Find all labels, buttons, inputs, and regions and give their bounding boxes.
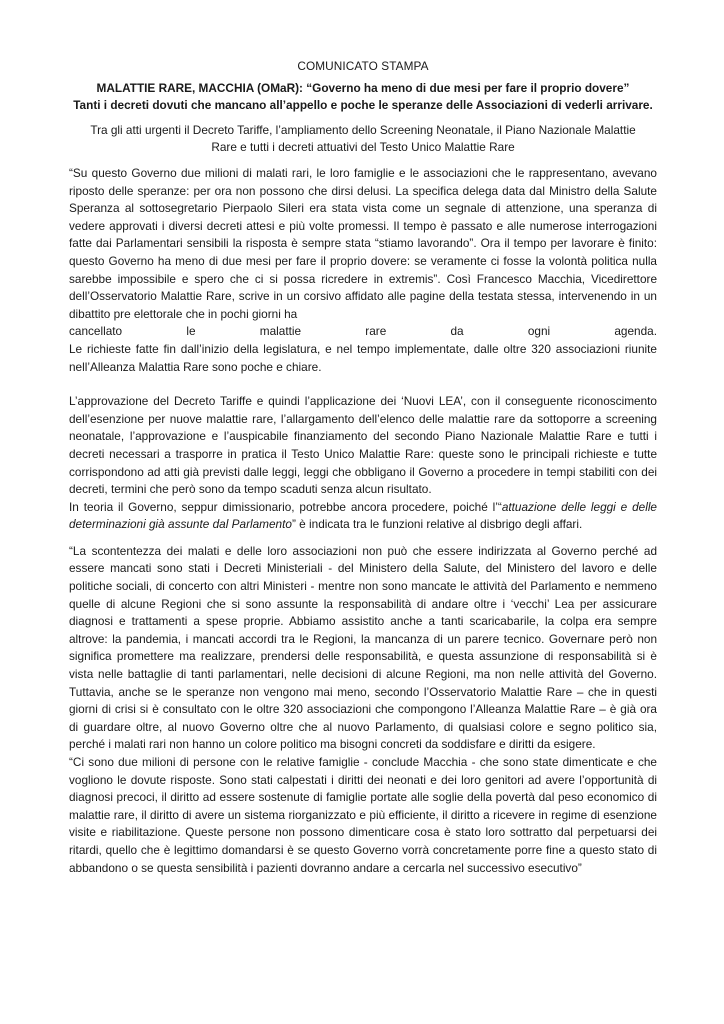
paragraph-spacer <box>69 534 657 543</box>
paragraph-spacer <box>69 376 657 393</box>
paragraph-2-text: L’approvazione del Decreto Tariffe e quindi l’applicazione dei ‘Nuovi LEA’, con il conseguente riconoscimento dell’esenzione per nuove malattie rare, l’allargamento dell’elenco delle malattie rare da sottoporre a screening neonatale, l’approvazione e l’auspicabile finanziamento del secondo Piano Nazionale Malattie Rare e tutti i decreti necessari a trasporre in pratica il Testo Unico Malattie Rare: queste sono le principali richieste e tutte corrispondono ad atti già previsti dalle leggi, leggi che obbligano il Governo a procedere in tempi stabiliti con dei decreti, termini che però sono da tempo scaduti senza alcun risultato. <box>69 394 657 497</box>
paragraph-4-text: “La scontentezza dei malati e delle loro associazioni non può che essere indirizzata al Governo perché ad essere mancati sono stati i Decreti Ministeriali - del Ministero della Salute, del Ministero del lavoro e delle politiche sociali, di concerto con altri Ministeri - mentre non sono mancate le attività del Parlamento e nemmeno quelle di alcune Regioni che si sono assunte la responsabilità di andare oltre i ‘vecchi’ Lea per assicurare diagnosi e trattamenti a spese proprie. Abbiamo assistito anche a tanti scaricabarile, la colpa era sempre altrove: la pandemia, i mancati accordi tra le Regioni, la mancanza di un parere tecnico. Governare però non significa promettere ma realizzare, prendersi delle responsabilità, e questa assunzione di responsabilità si è vista nelle battaglie di tanti parlamentari, nelle decisioni di alcune Regioni, ma non nelle attività del Governo. Tuttavia, anche se le speranze non vengono mai meno, secondo l’Osservatorio Malattie Rare – che in questi giorni di crisi si è consultato con le oltre 320 associazioni che compongono l’Alleanza Malattie Rare – è già ora di guardare oltre, al nuovo Governo oltre che al nuovo Parlamento, di qualsiasi colore e segno politico sia, perché i malati rari non hanno un colore politico ma bisogni concreti da soddisfare e diritti da esigere. <box>69 543 657 752</box>
paragraph-1-tail: Le richieste fatte fin dall’inizio della legislatura, e nel tempo implementate, dalle oltre 320 associazioni riunite nell’Alleanza Malattia Rare sono poche e chiare. <box>69 341 657 374</box>
paragraph-1-text: “Su questo Governo due milioni di malati rari, le loro famiglie e le associazioni che le rappresentano, avevano riposto delle speranze: per ora non possono che dirsi delusi. La specifica delega data dal Ministro della Salute Speranza al sottosegretario Pierpaolo Sileri era stata vista come un segnale di attenzione, una speranza di vedere approvati i diversi decreti attesi e più volte promessi. Il tempo è passato e alle numerose interrogazioni fatte dai Parlamentari sensibili la risposta è sempre stata “stiamo lavorando”. Ora il tempo per lavorare è finito: questo Governo ha meno di due mesi per fare il proprio dovere: se veramente ci fosse la volontà politica nulla sarebbe impossibile e spero che ci si possa ricredere in extremis”. Così Francesco Macchia, Vicedirettore dell’Osservatorio Malattie Rare, scrive in un corsivo affidato alle pagine della testata stessa, intervenendo in un dibattito pre elettorale che in pochi giorni ha <box>69 166 657 321</box>
paragraph-3-lead: In teoria il Governo, seppur dimissionario, potrebbe ancora procedere, poiché l’“ <box>69 499 502 514</box>
body-paragraph-2 <box>69 393 657 499</box>
subtitle <box>69 122 657 156</box>
paragraph-1-spread-line: cancellato le malattie rare da ogni agenda. <box>69 324 657 339</box>
paragraph-3-trail: ” è indicata tra le funzioni relative al disbrigo degli affari. <box>291 517 583 532</box>
paragraph-5-text: “Ci sono due milioni di persone con le relative famiglie - conclude Macchia - che sono state dimenticate e che vogliono le dovute risposte. Sono stati calpestati i diritti dei neonati e dei loro genitori ad avere l’opportunità di diagnosi precoci, il diritto ad essere sostenute di famiglie portate alle soglie della povertà dal peso economico di malattie rare, il diritto di avere un sistema riorganizzato e più efficiente, il diritto a ricevere in regime di esenzione visite e riabilitazione. Queste persone non possono dimenticare cosa è stato loro sottratto dal perpetuarsi dei ritardi, quello che è legittimo domandarsi è se questo Governo vorrà concretamente porre fine a questo stato di abbandono o se questa sensibilità i pazienti dovranno andare a cercarla nel successivo esecutivo” <box>69 755 657 875</box>
paragraph-3-italic-quote: attuazione delle leggi e delle determinazioni già assunte dal Parlamento <box>69 499 657 532</box>
headline <box>69 80 657 114</box>
subtitle-line-1: Tra gli atti urgenti il Decreto Tariffe, l’ampliamento dello Screening Neonatale, il Piano Nazionale Malattie <box>90 123 636 137</box>
headline-line-2: Tanti i decreti dovuti che mancano all’appello e poche le speranze delle Associazioni di vederli arrivare. <box>73 98 653 112</box>
body-paragraph-3 <box>69 499 657 534</box>
headline-line-1: MALATTIE RARE, MACCHIA (OMaR): “Governo ha meno di due mesi per fare il proprio dovere” <box>96 81 630 95</box>
document-kicker: COMUNICATO STAMPA <box>297 59 429 73</box>
body-paragraph-4 <box>69 543 657 754</box>
subtitle-line-2: Rare e tutti i decreti attuativi del Testo Unico Malattie Rare <box>211 140 515 154</box>
body-paragraph-5 <box>69 754 657 877</box>
body-paragraph-1 <box>69 165 657 376</box>
